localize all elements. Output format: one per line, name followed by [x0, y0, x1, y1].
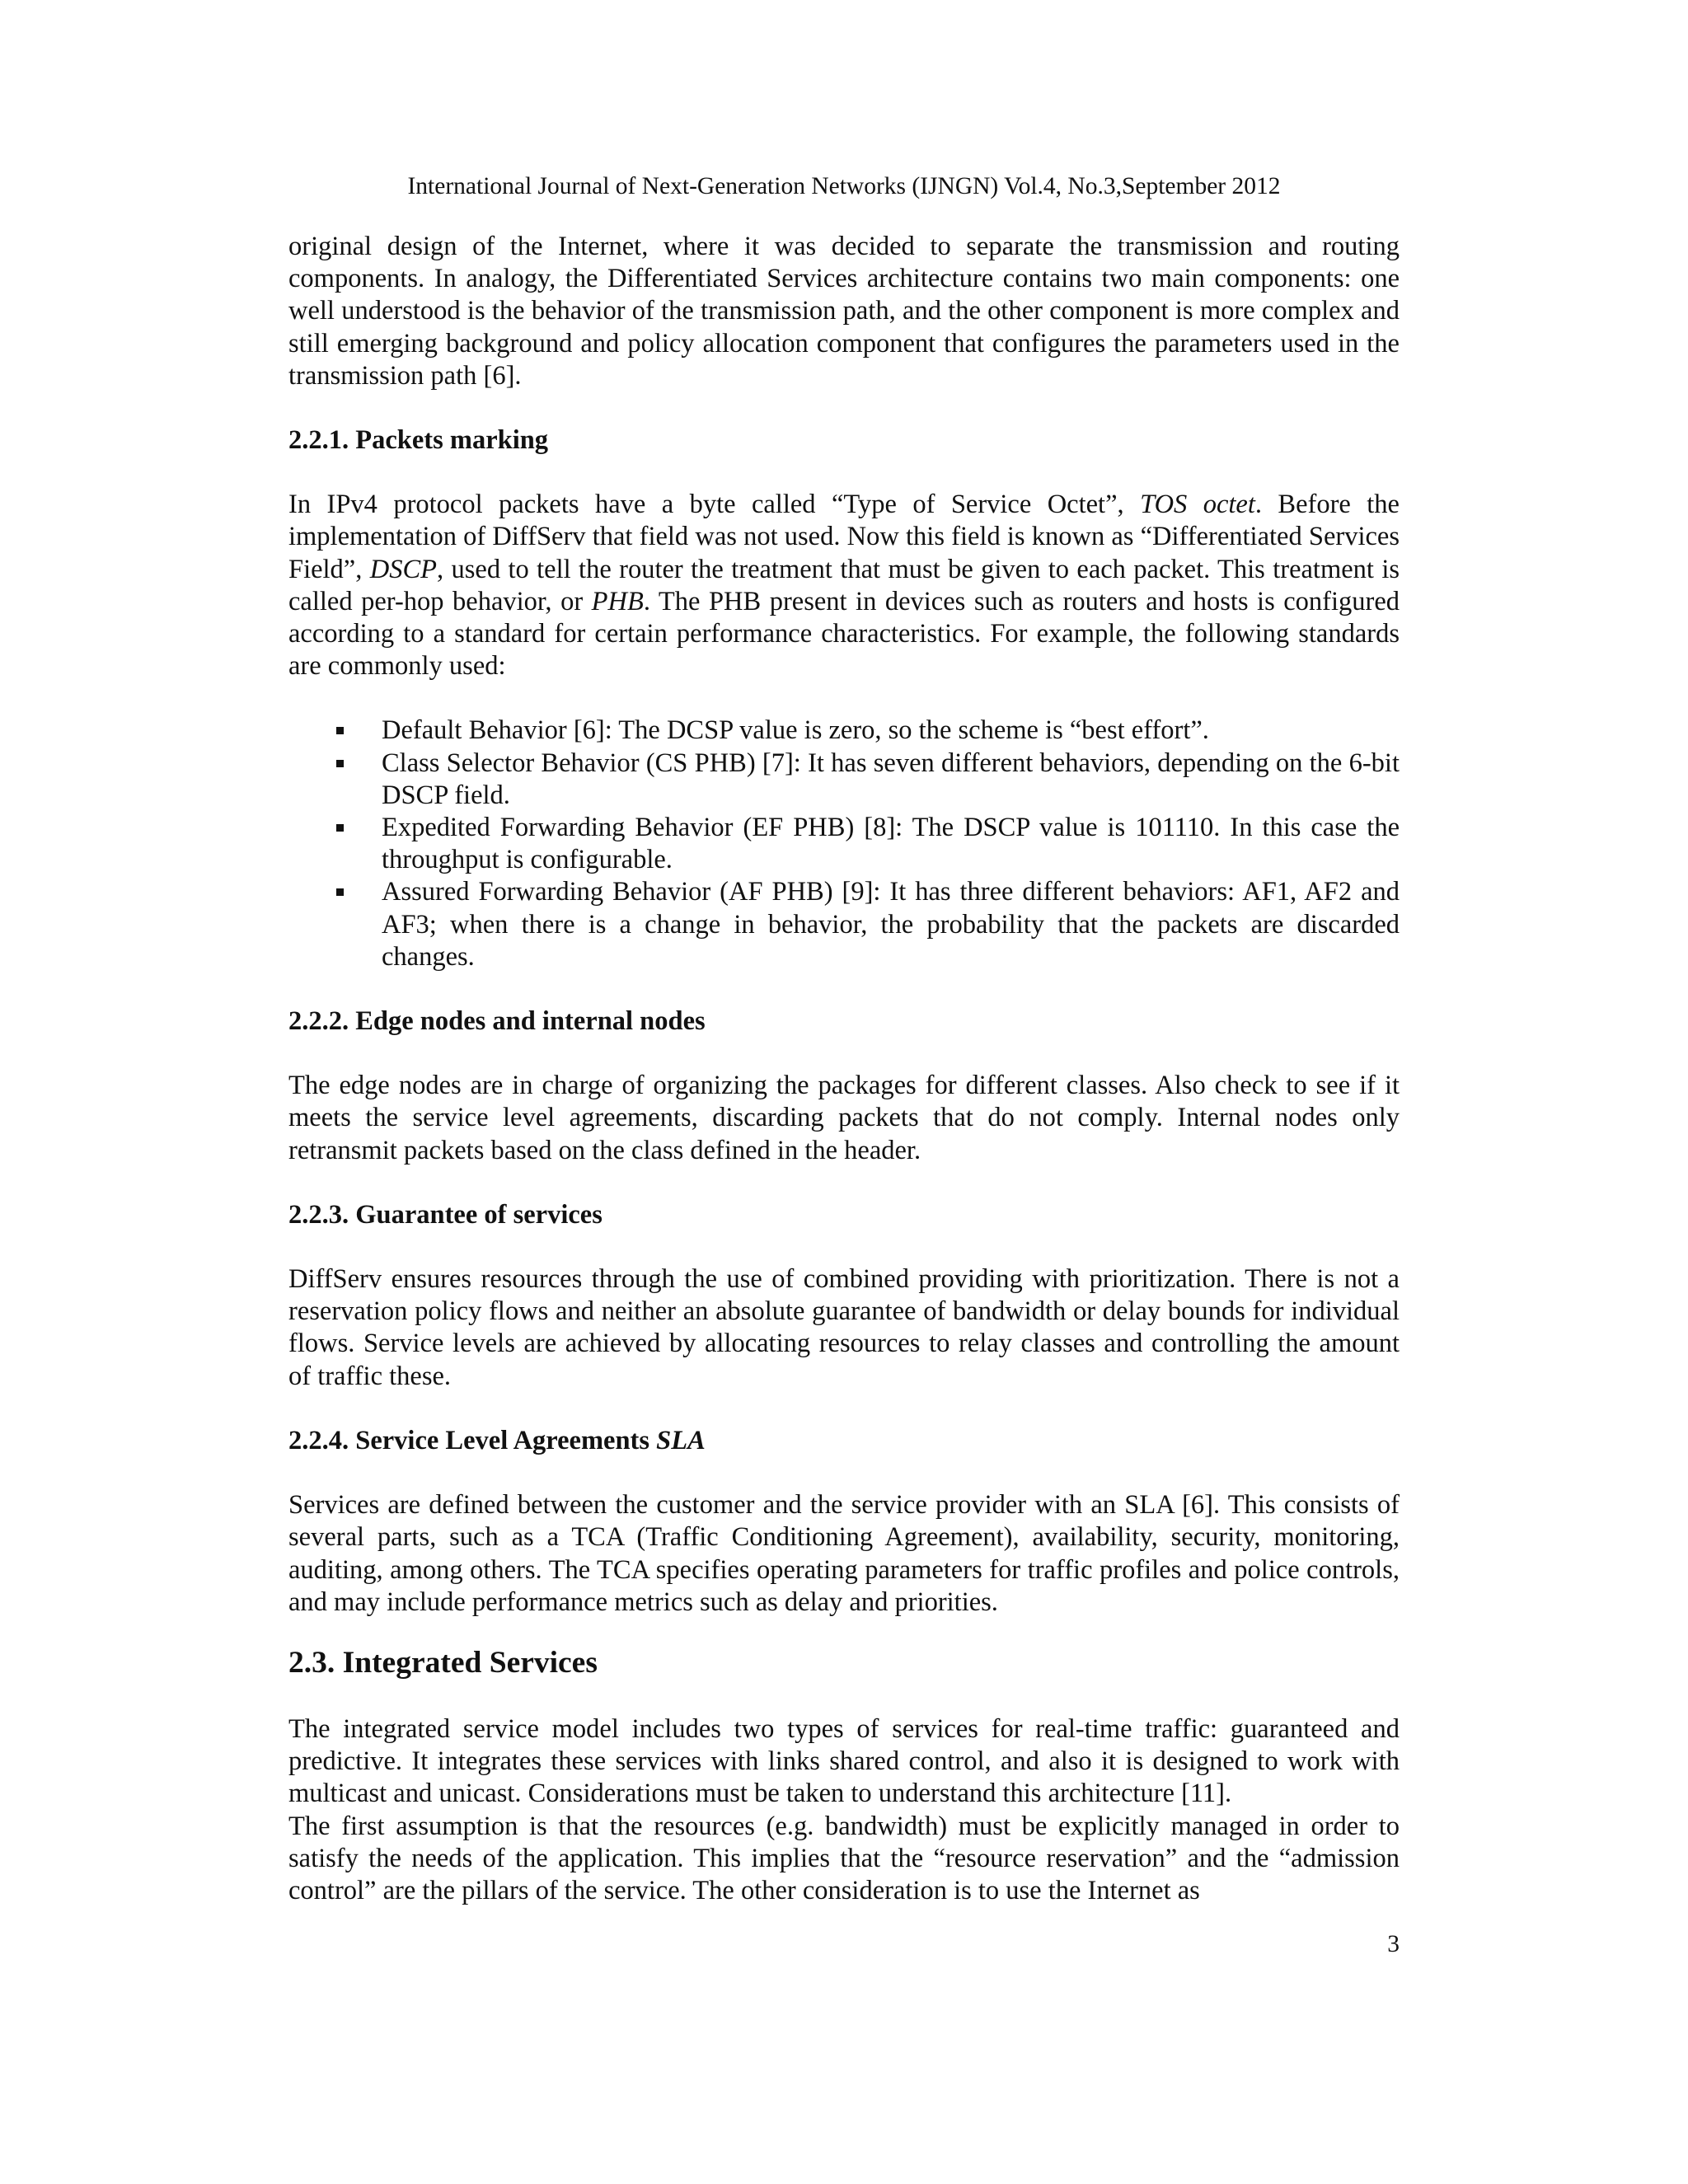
heading-text: 2.2.4. Service Level Agreements: [288, 1425, 657, 1455]
section-2-2-3-paragraph: DiffServ ensures resources through the use of combined providing with prioritization. There is not a reservation policy flows and neither an absolute guarantee of bandwidth or delay bounds for individual flows. Service levels are achieved by allocating resources to relay classes and controlling the amount of traffic these.: [288, 1264, 1400, 1391]
section-2-2-1-paragraph: [288, 489, 1400, 682]
paragraph-text: In IPv4 protocol packets have a byte called “Type of Service Octet”,: [288, 490, 1141, 520]
square-bullet-icon: [336, 727, 344, 734]
section-2-3-heading: 2.3. Integrated Services: [288, 1645, 598, 1680]
intro-paragraph: original design of the Internet, where it was decided to separate the transmission and routing components. In analogy, the Differentiated Services architecture contains two main components: one well understood is the behavior of the transmission path, and the other component is more complex and still emerging background and policy allocation component that configures the parameters used in the transmission path [6].: [288, 232, 1400, 391]
list-item: [288, 812, 1400, 876]
paragraph-text: . Before the implementation of DiffServ that field was not used. Now this field is known as “Differentiated Services Field”,: [288, 490, 1400, 584]
list-item: [288, 715, 1400, 747]
emphasis-tos-octet: TOS octet: [1140, 490, 1255, 520]
section-2-2-1-heading: 2.2.1. Packets marking: [288, 425, 549, 456]
section-2-2-2-heading: 2.2.2. Edge nodes and internal nodes: [288, 1006, 706, 1037]
square-bullet-icon: [336, 760, 344, 767]
list-item-text: Default Behavior [6]: The DCSP value is zero, so the scheme is “best effort”.: [382, 715, 1209, 746]
paragraph-text: , used to tell the router the treatment that must be given to each packet. This treatment is called per-hop behavior, or: [288, 554, 1400, 616]
section-2-2-3-heading: 2.2.3. Guarantee of services: [288, 1199, 603, 1230]
square-bullet-icon: [336, 888, 344, 896]
square-bullet-icon: [336, 824, 344, 832]
section-2-3-paragraph-2: The first assumption is that the resources (e.g. bandwidth) must be explicitly managed in order to satisfy the needs of the application. This implies that the “resource reservation” and the “admission control” are the pillars of the service. The other consideration is to use the Internet as: [288, 1811, 1400, 1905]
emphasis-dscp: DSCP: [369, 554, 437, 584]
running-header: International Journal of Next-Generation Networks (IJNGN) Vol.4, No.3,September 2012: [407, 173, 1281, 199]
section-2-2-2-paragraph: The edge nodes are in charge of organizing the packages for different classes. Also check to see if it meets the service level agreements, discarding packets that do not comply. Internal nodes only retransmit packets based on the class defined in the header.: [288, 1071, 1400, 1165]
section-2-2-4-paragraph: Services are defined between the customer and the service provider with an SLA [6]. This consists of several parts, such as a TCA (Traffic Conditioning Agreement), availability, security, monitoring, auditing, among others. The TCA specifies operating parameters for traffic profiles and police controls, and may include performance metrics such as delay and priorities.: [288, 1490, 1400, 1617]
section-2-3-paragraph-1: The integrated service model includes two types of services for real-time traffic: guaranteed and predictive. It integrates these services with links shared control, and also it is designed to work with multicast and unicast. Considerations must be taken to understand this architecture [11].: [288, 1713, 1400, 1809]
page-number: 3: [1387, 1931, 1400, 1957]
list-item: [288, 876, 1400, 973]
paragraph-text: . The PHB present in devices such as routers and hosts is configured according to a standard for certain performance characteristics. For example, the following standards are commonly used:: [288, 586, 1400, 682]
heading-emphasis-sla: SLA: [656, 1425, 706, 1455]
list-item: [288, 748, 1400, 812]
list-item-text: Expedited Forwarding Behavior (EF PHB) [8]: The DSCP value is 101110. In this case the throughput is configurable.: [382, 813, 1400, 875]
list-item-text: Assured Forwarding Behavior (AF PHB) [9]: It has three different behaviors: AF1, AF2 and AF3; when there is a change in behavior, the probability that the packets are discarded changes.: [382, 877, 1400, 972]
emphasis-phb: PHB: [591, 586, 644, 616]
phb-standards-list: [288, 715, 1400, 973]
section-2-2-4-heading: [288, 1425, 1400, 1457]
page-body: [288, 231, 1400, 1907]
list-item-text: Class Selector Behavior (CS PHB) [7]: It has seven different behaviors, depending on the 6-bit DSCP field.: [382, 748, 1400, 810]
